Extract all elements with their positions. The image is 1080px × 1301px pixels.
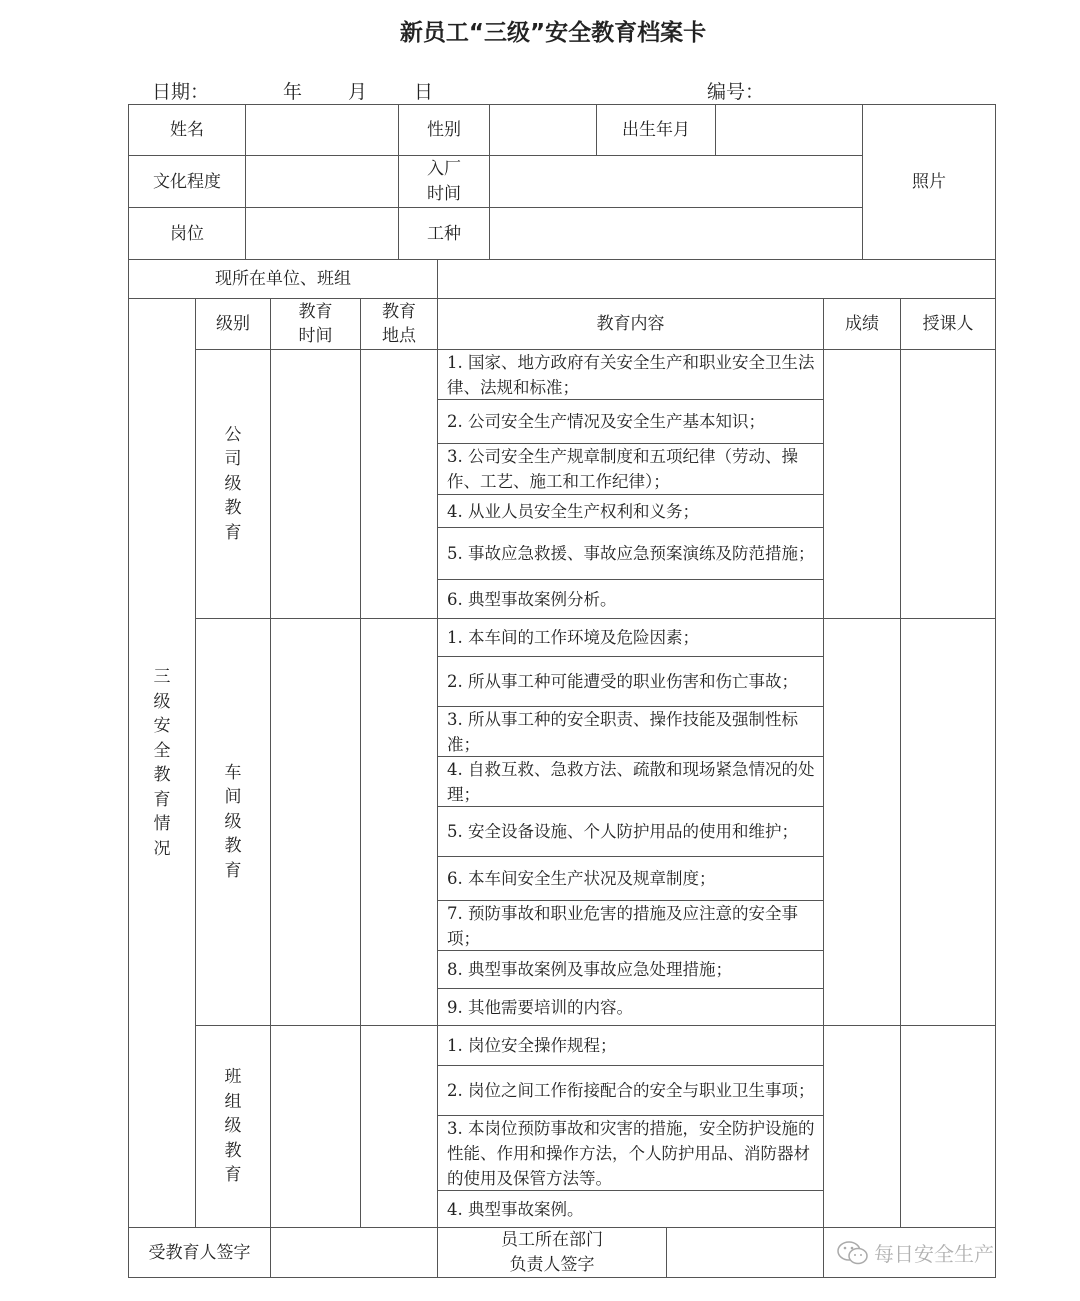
level-char: 级 [224, 811, 242, 832]
header-place-line1: 教育 [382, 301, 416, 322]
content-item: 8. 典型事故案例及事故应急处理措施； [437, 950, 824, 989]
content-item: 7. 预防事故和职业危害的措施及应注意的安全事项； [437, 900, 824, 951]
content-item: 1. 国家、地方政府有关安全生产和职业安全卫生法律、法规和标准； [437, 349, 824, 400]
unit-field[interactable] [437, 259, 996, 299]
wechat-icon [836, 1240, 870, 1266]
name-label: 姓名 [128, 104, 246, 156]
content-item: 6. 本车间安全生产状况及规章制度； [437, 856, 824, 901]
level-team [195, 1025, 271, 1228]
team-place-field[interactable] [360, 1025, 438, 1228]
unit-label: 现所在单位、班组 [128, 259, 438, 299]
entry-date-field[interactable] [489, 155, 863, 208]
birth-label: 出生年月 [596, 104, 716, 156]
workshop-time-field[interactable] [270, 618, 361, 1026]
dept-label-line2: 负责人签字 [509, 1254, 595, 1275]
content-item: 9. 其他需要培训的内容。 [437, 988, 824, 1026]
content-item: 4. 从业人员安全生产权利和义务； [437, 494, 824, 528]
section-char: 况 [153, 838, 171, 859]
dept-head-signature-label [437, 1227, 667, 1278]
dept-head-signature-field[interactable] [666, 1227, 824, 1278]
level-char: 司 [224, 449, 242, 470]
content-item: 1. 岗位安全操作规程； [437, 1025, 824, 1066]
section-char: 教 [153, 765, 171, 785]
entry-date-label [398, 155, 490, 208]
content-item: 2. 所从事工种可能遭受的职业伤害和伤亡事故； [437, 656, 824, 707]
section-char: 情 [153, 814, 171, 834]
education-level-field[interactable] [245, 155, 399, 208]
content-item: 4. 自救互救、急救方法、疏散和现场紧急情况的处理； [437, 756, 824, 807]
page-title: 新员工“三级”安全教育档案卡 [399, 20, 707, 46]
birth-field[interactable] [715, 104, 863, 156]
section-char: 全 [153, 740, 171, 761]
job-type-field[interactable] [489, 207, 863, 260]
header-teacher: 授课人 [900, 298, 996, 350]
content-item: 2. 岗位之间工作衔接配合的安全与职业卫生事项； [437, 1065, 824, 1116]
level-char: 育 [224, 1165, 242, 1186]
section-char: 级 [153, 691, 171, 712]
name-field[interactable] [245, 104, 399, 156]
section-char: 育 [153, 789, 171, 810]
header-time [270, 298, 361, 350]
content-item: 3. 本岗位预防事故和灾害的措施，安全防护设施的性能、作用和操作方法，个人防护用品、消防器材的使用及保管方法等。 [437, 1115, 824, 1191]
entry-date-label-line1: 入厂 [427, 159, 461, 179]
gender-field[interactable] [489, 104, 597, 156]
month-label: 月 [348, 81, 368, 103]
trainee-signature-field[interactable] [270, 1227, 438, 1278]
header-time-line2: 时间 [298, 326, 333, 346]
date-label: 日期： [152, 81, 210, 103]
company-time-field[interactable] [270, 349, 361, 619]
section-char: 安 [153, 716, 171, 736]
level-company [195, 349, 271, 619]
dept-label-line1: 员工所在部门 [501, 1230, 603, 1250]
year-label: 年 [283, 81, 303, 103]
header-content: 教育内容 [437, 298, 824, 350]
team-time-field[interactable] [270, 1025, 361, 1228]
post-field[interactable] [245, 207, 399, 260]
level-char: 教 [224, 836, 242, 857]
watermark-text: 每日安全生产 [874, 1242, 994, 1266]
level-char: 间 [224, 787, 242, 808]
company-teacher-field[interactable] [900, 349, 996, 619]
number-label: 编号： [707, 81, 765, 103]
workshop-score-field[interactable] [823, 618, 901, 1026]
level-char: 教 [224, 1140, 242, 1161]
level-char: 班 [224, 1067, 242, 1088]
content-item: 2. 公司安全生产情况及安全生产基本知识； [437, 399, 824, 444]
level-char: 级 [224, 1116, 242, 1137]
level-char: 育 [224, 522, 242, 543]
content-item: 5. 安全设备设施、个人防护用品的使用和维护； [437, 806, 824, 857]
company-score-field[interactable] [823, 349, 901, 619]
header-level: 级别 [195, 298, 271, 350]
level-char: 车 [224, 762, 242, 783]
entry-date-label-line2: 时间 [427, 183, 461, 204]
gender-label: 性别 [398, 104, 490, 156]
team-teacher-field[interactable] [900, 1025, 996, 1228]
header-score: 成绩 [823, 298, 901, 350]
education-level-label: 文化程度 [128, 155, 246, 208]
photo-box[interactable]: 照片 [862, 104, 996, 260]
level-workshop [195, 618, 271, 1026]
content-item: 3. 公司安全生产规章制度和五项纪律（劳动、操作、工艺、施工和工作纪律）； [437, 443, 824, 495]
level-char: 教 [224, 498, 242, 519]
level-char: 公 [224, 424, 242, 445]
content-item: 6. 典型事故案例分析。 [437, 579, 824, 619]
job-type-label: 工种 [398, 207, 490, 260]
content-item: 4. 典型事故案例。 [437, 1190, 824, 1228]
level-char: 级 [224, 473, 242, 494]
post-label: 岗位 [128, 207, 246, 260]
header-time-line1: 教育 [298, 301, 333, 322]
workshop-teacher-field[interactable] [900, 618, 996, 1026]
watermark [836, 1238, 994, 1267]
content-item: 5. 事故应急救援、事故应急预案演练及防范措施； [437, 527, 824, 580]
team-score-field[interactable] [823, 1025, 901, 1228]
section-char: 三 [153, 667, 171, 687]
level-char: 育 [224, 860, 242, 881]
header-place [360, 298, 438, 350]
trainee-signature-label: 受教育人签字 [128, 1227, 271, 1278]
workshop-place-field[interactable] [360, 618, 438, 1026]
header-place-line2: 地点 [382, 326, 416, 346]
day-label: 日 [414, 81, 434, 103]
content-item: 1. 本车间的工作环境及危险因素； [437, 618, 824, 657]
content-item: 3. 所从事工种的安全职责、操作技能及强制性标准； [437, 706, 824, 757]
level-char: 组 [224, 1091, 242, 1112]
three-level-education-section-label [128, 298, 196, 1228]
company-place-field[interactable] [360, 349, 438, 619]
